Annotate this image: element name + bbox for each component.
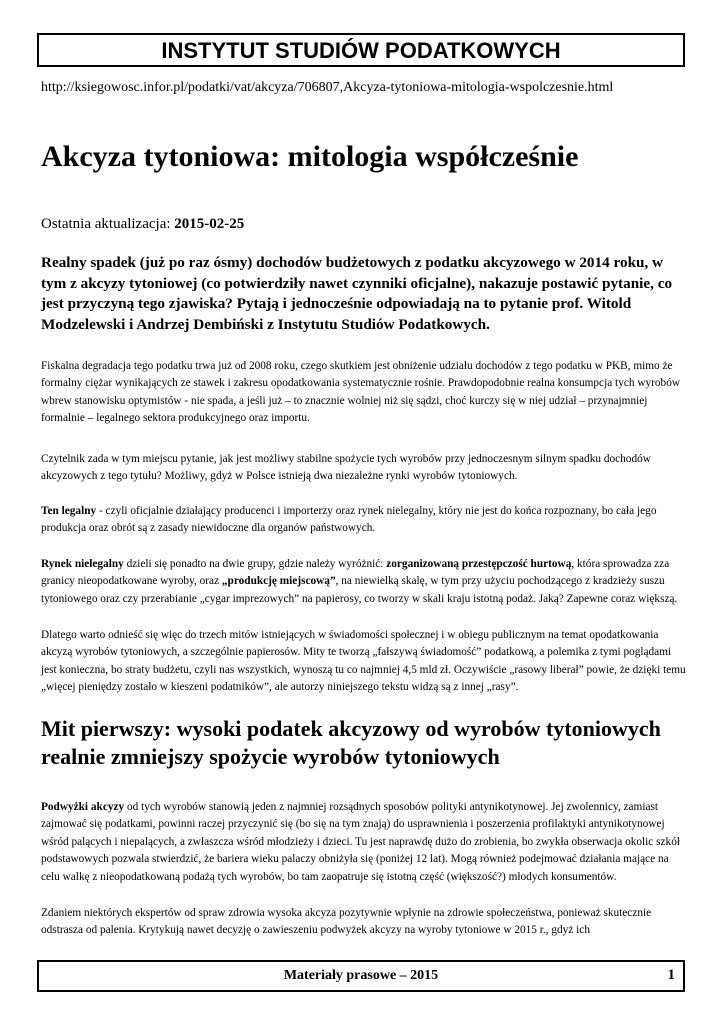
paragraph-3-text: - czyli oficjalnie działający producenci i importerzy oraz rynek nielegalny, który nie jest do końca rozpoznany, bo cała jego produkcja oraz obrót są z zasady niewidoczne dla organów państwowych. bbox=[41, 505, 657, 535]
paragraph-3 bbox=[41, 503, 686, 538]
article-title: Akcyza tytoniowa: mitologia współcześnie bbox=[41, 140, 579, 173]
last-updated bbox=[41, 216, 244, 233]
paragraph-6-bold: Podwyżki akcyzy bbox=[41, 801, 125, 813]
paragraph-4-text-2: , która sprowadza zza granicy nieopodatkowane wyroby, oraz bbox=[41, 558, 670, 588]
paragraph-3-bold: Ten legalny bbox=[41, 505, 97, 517]
article-lead: Realny spadek (już po raz ósmy) dochodów budżetowych z podatku akcyzowego w 2014 roku, w tym z akcyzy tytoniowej (co potwierdziły nawet czynniki oficjalne), nakazuje postawić pytanie, co jest przyczyną tego zjawiska? Pytają i jednocześnie odpowiadają na to pytanie prof. Witold Modzelewski i Andrzej Dembiński z Instytutu Studiów Podatkowych. bbox=[41, 254, 673, 333]
paragraph-6-text: od tych wyrobów stanowią jeden z najmniej rozsądnych sposobów polityki antynikotynowej. Jej zwolennicy, zamiast zajmować się podatkami, powinni raczej przyczynić się (bo się na tym znają) do usprawnienia i poszerzenia profilaktyki antynikotynowej wśród palących i niepalących, a zwłaszcza wśród młodzieży i dzieci. Tu jest naprawdę dużo do zrobienia, bo zwykła obserwacja okolic szkół podstawowych pozwala stwierdzić, że bariera wieku palaczy obniżyła się (poniżej 12 lat). Mogą również podejmować działania mające na celu walkę z nieopodatkowaną podażą tych wyrobów, bo tam zaopatruje się istotną część (większość?) młodych konsumentów. bbox=[41, 801, 680, 883]
paragraph-1: Fiskalna degradacja tego podatku trwa już od 2008 roku, czego skutkiem jest obniżenie udziału dochodów z tego podatku w PKB, mimo że formalny ciężar wynikających ze stawek i zakresu opodatkowania systematycznie rośnie. Prawdopodobnie realna konsumpcja tych wyrobów wbrew stanowisku optymistów - nie spada, a jeśli już – to znacznie wolniej niż się sądzi, choć kurczy się w niej udział – przynajmniej formalnie – legalnego sektora produkcyjnego oraz importu. bbox=[41, 360, 680, 425]
footer-box bbox=[37, 960, 685, 992]
paragraph-7: Zdaniem niektórych ekspertów od spraw zdrowia wysoka akcyza pozytywnie wpłynie na zdrowie społeczeństwa, ponieważ skutecznie odstrasza od palenia. Krytykują nawet decyzję o zawieszeniu podwyżek akcyzy na wyroby tytoniowe w 2015 r., gdyż ich bbox=[41, 907, 652, 937]
footer-label: Materiały prasowe – 2015 bbox=[283, 968, 439, 983]
paragraph-4-bold-2: zorganizowaną przestępczość hurtową bbox=[386, 558, 572, 570]
paragraph-4-bold-1: Rynek nielegalny bbox=[41, 558, 124, 570]
section-heading: Mit pierwszy: wysoki podatek akcyzowy od wyrobów tytoniowych realnie zmniejszy spożycie wyrobów tytoniowych bbox=[41, 716, 661, 769]
paragraph-2: Czytelnik zada w tym miejscu pytanie, jak jest możliwy stabilne spożycie tych wyrobów przy jednoczesnym silnym spadku dochodów akcyzowych z tego tytułu? Możliwy, gdyż w Polsce istnieją dwa niezależne rynki wyrobów tytoniowych. bbox=[41, 453, 651, 483]
institution-name: INSTYTUT STUDIÓW PODATKOWYCH bbox=[161, 38, 561, 63]
updated-date: 2015-02-25 bbox=[174, 216, 245, 232]
paragraph-4 bbox=[41, 556, 686, 608]
page-number: 1 bbox=[667, 967, 675, 983]
paragraph-5: Dlatego warto odnieść się więc do trzech mitów istniejących w świadomości społecznej i w obiegu publicznym na temat opodatkowania akcyzą wyrobów tytoniowych, a szczególnie papierosów. Mity te tworzą „fałszywą świadomość” podatkową, a polemika z tymi poglądami jest konieczna, bo straty budżetu, czyli nas wszystkich, wynoszą tu co najmniej 4,5 mld zł. Oczywiście „rasowy liberał” powie, że dzięki temu „więcej pieniędzy zostało w kieszeni podatników”, ale autorzy niniejszego tekstu widzą są z innej „rasy”. bbox=[41, 629, 686, 694]
paragraph-4-text-3: , na niewielką skalę, w tym przy użyciu pochodzącego z kradzieży suszu tytoniowego oraz czy przerabianie „cygar imprezowych” na papierosy, co tworzy w skali kraju istotną podaż. Jaką? Zapewne coraz większą. bbox=[41, 575, 678, 605]
paragraph-4-text-1: dzieli się ponadto na dwie grupy, gdzie należy wyróżnić: bbox=[123, 558, 387, 570]
updated-label: Ostatnia aktualizacja: bbox=[41, 216, 171, 232]
source-url: http://ksiegowosc.infor.pl/podatki/vat/akcyza/706807,Akcyza-tytoniowa-mitologia-wspolczesnie.html bbox=[41, 80, 614, 95]
paragraph-4-bold-3: „produkcję miejscową” bbox=[221, 575, 336, 588]
paragraph-6 bbox=[41, 799, 686, 886]
header-box bbox=[37, 33, 685, 67]
